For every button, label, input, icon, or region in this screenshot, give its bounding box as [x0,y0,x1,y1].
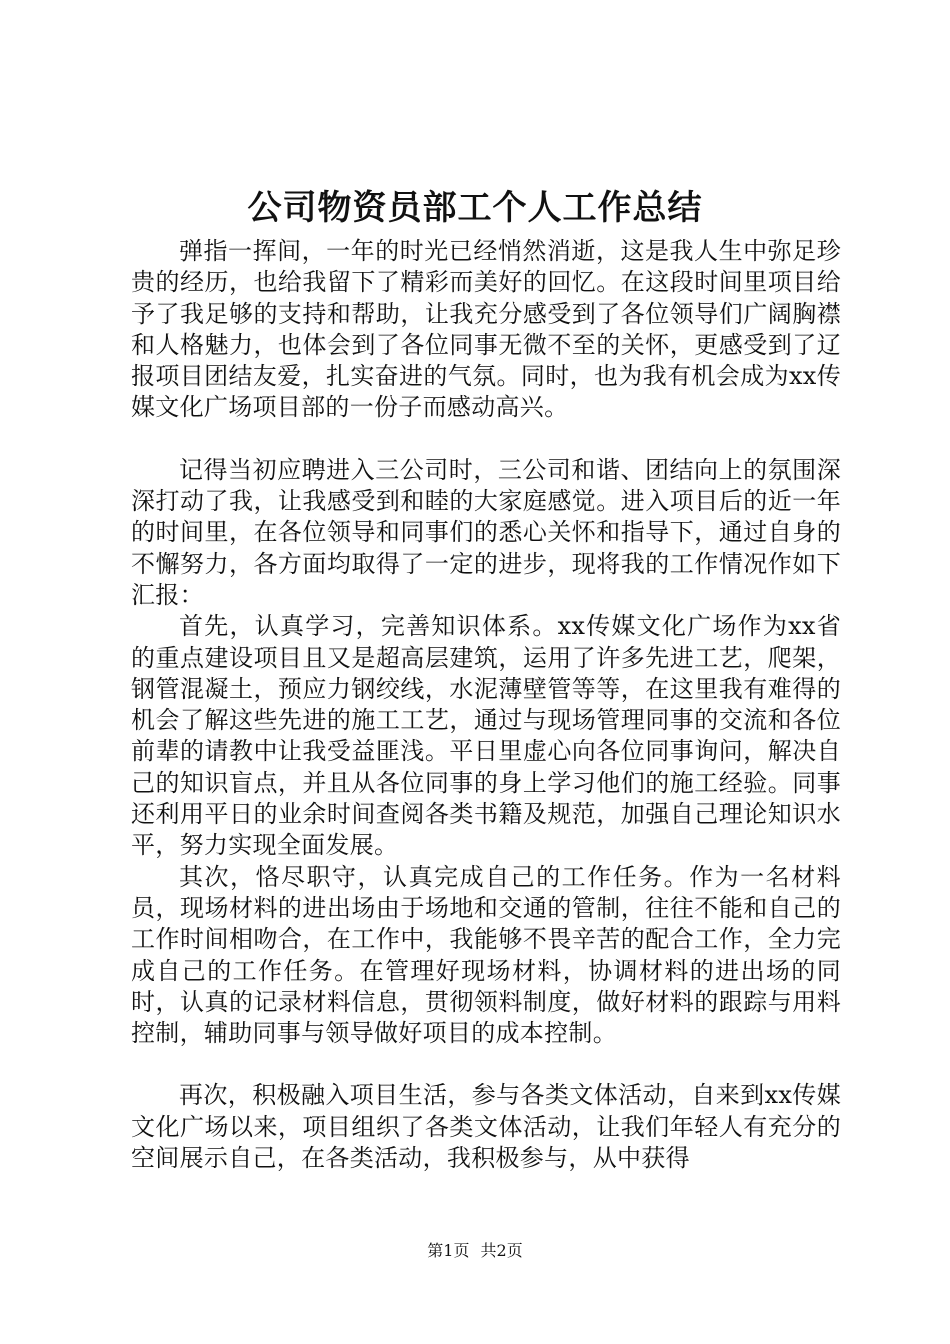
page-total: 共2页 [480,1241,523,1260]
document-body [131,236,841,1174]
paragraph-1: 弹指一挥间，一年的时光已经悄然消逝，这是我人生中弥足珍贵的经历，也给我留下了精彩而美好的回忆。在这段时间里项目给予了我足够的支持和帮助，让我充分感受到了各位领导们广阔胸襟和人格魅力，也体会到了各位同事无微不至的关怀，更感受到了辽报项目团结友爱，扎实奋进的气氛。同时，也为我有机会成为xx传媒文化广场项目部的一份子而感动高兴。 [131,237,841,422]
page-footer [0,1241,950,1261]
paragraph-4: 其次，恪尽职守，认真完成自己的工作任务。作为一名材料员，现场材料的进出场由于场地和交通的管制，往往不能和自己的工作时间相吻合，在工作中，我能够不畏辛苦的配合工作，全力完成自己的工作任务。在管理好现场材料，协调材料的进出场的同时，认真的记录材料信息，贯彻领料制度，做好材料的跟踪与用料控制，辅助同事与领导做好项目的成本控制。 [131,862,841,1048]
paragraph-2: 记得当初应聘进入三公司时，三公司和谐、团结向上的氛围深深打动了我，让我感受到和睦的大家庭感觉。进入项目后的近一年的时间里，在各位领导和同事们的悉心关怀和指导下，通过自身的不懈努力，各方面均取得了一定的进步，现将我的工作情况作如下汇报： [131,455,841,609]
paragraph-3: 首先，认真学习，完善知识体系。xx传媒文化广场作为xx省的重点建设项目且又是超高层建筑，运用了许多先进工艺，爬架，钢管混凝土，预应力钢绞线，水泥薄壁管等等，在这里我有难得的机会了解这些先进的施工工艺，通过与现场管理同事的交流和各位前辈的请教中让我受益匪浅。平日里虚心向各位同事询问，解决自己的知识盲点，并且从各位同事的身上学习他们的施工经验。同事还利用平日的业余时间查阅各类书籍及规范，加强自己理论知识水平，努力实现全面发展。 [131,612,841,860]
page-number: 第1页 [427,1241,470,1260]
paragraph-5: 再次，积极融入项目生活，参与各类文体活动，自来到xx传媒文化广场以来，项目组织了各类文体活动，让我们年轻人有充分的空间展示自己，在各类活动，我积极参与，从中获得 [131,1081,841,1173]
document-title: 公司物资员部工个人工作总结 [247,188,703,228]
